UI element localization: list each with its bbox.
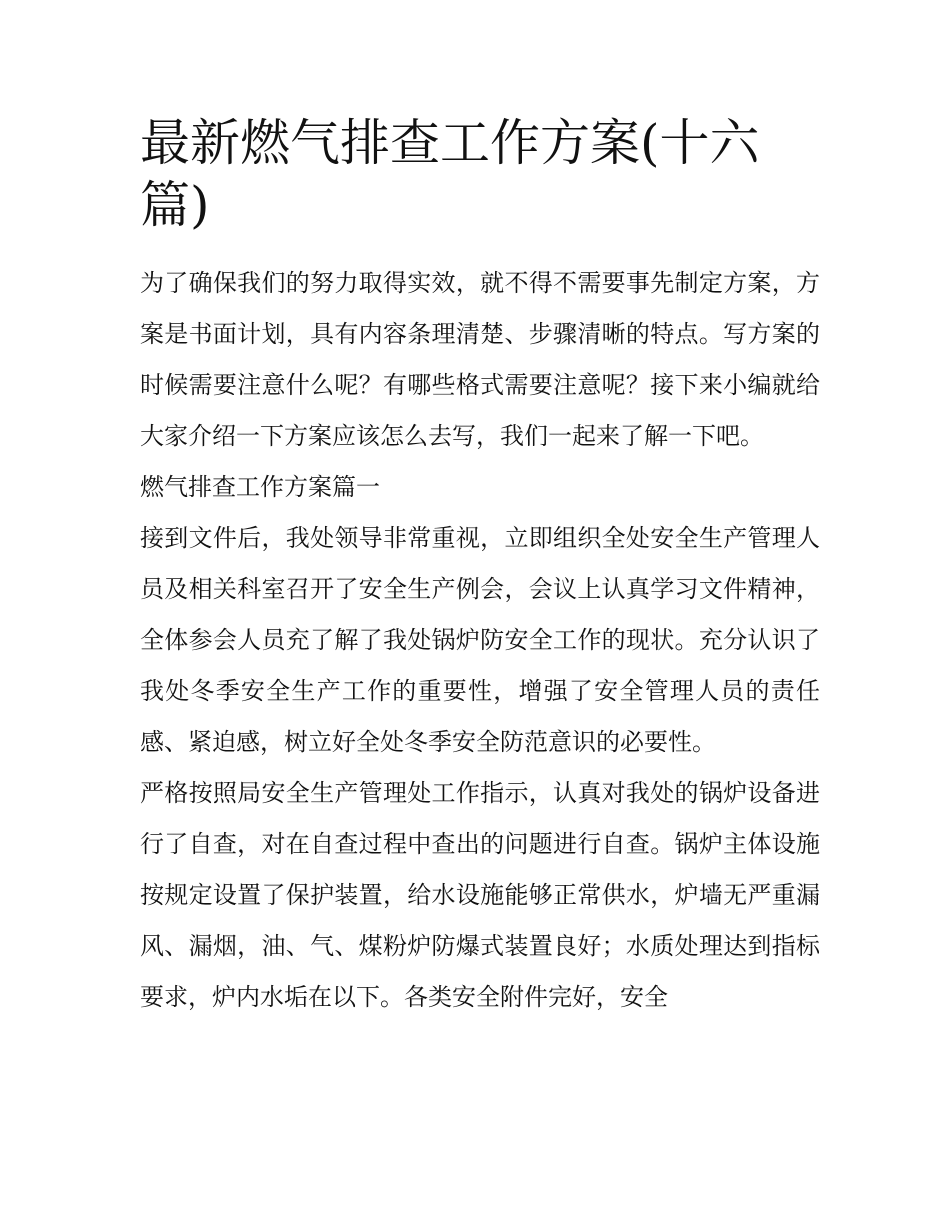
intro-paragraph: 为了确保我们的努力取得实效，就不得不需要事先制定方案，方案是书面计划，具有内容条理清楚、步骤清晰的特点。写方案的时候需要注意什么呢？有哪些格式需要注意呢？接下来小编就给大家介绍一下方案应该怎么去写，我们一起来了解一下吧。	[140, 269, 820, 450]
document-title: 最新燃气排查工作方案(十六篇)	[140, 114, 760, 234]
section-heading: 燃气排查工作方案篇一	[140, 473, 380, 501]
document-page	[140, 112, 820, 1023]
body-paragraph: 严格按照局安全生产管理处工作指示，认真对我处的锅炉设备进行了自查，对在自查过程中查出的问题进行自查。锅炉主体设施按规定设置了保护装置，给水设施能够正常供水，炉墙无严重漏风、漏烟，油、气、煤粉炉防爆式装置良好；水质处理达到指标要求，炉内水垢在以下。各类安全附件完好，安全	[140, 779, 820, 1011]
body-paragraph: 接到文件后，我处领导非常重视，立即组织全处安全生产管理人员及相关科室召开了安全生产例会，会议上认真学习文件精神，全体参会人员充了解了我处锅炉防安全工作的现状。充分认识了我处冬季安全生产工作的重要性，增强了安全管理人员的责任感、紧迫感，树立好全处冬季安全防范意识的必要性。	[140, 524, 820, 756]
